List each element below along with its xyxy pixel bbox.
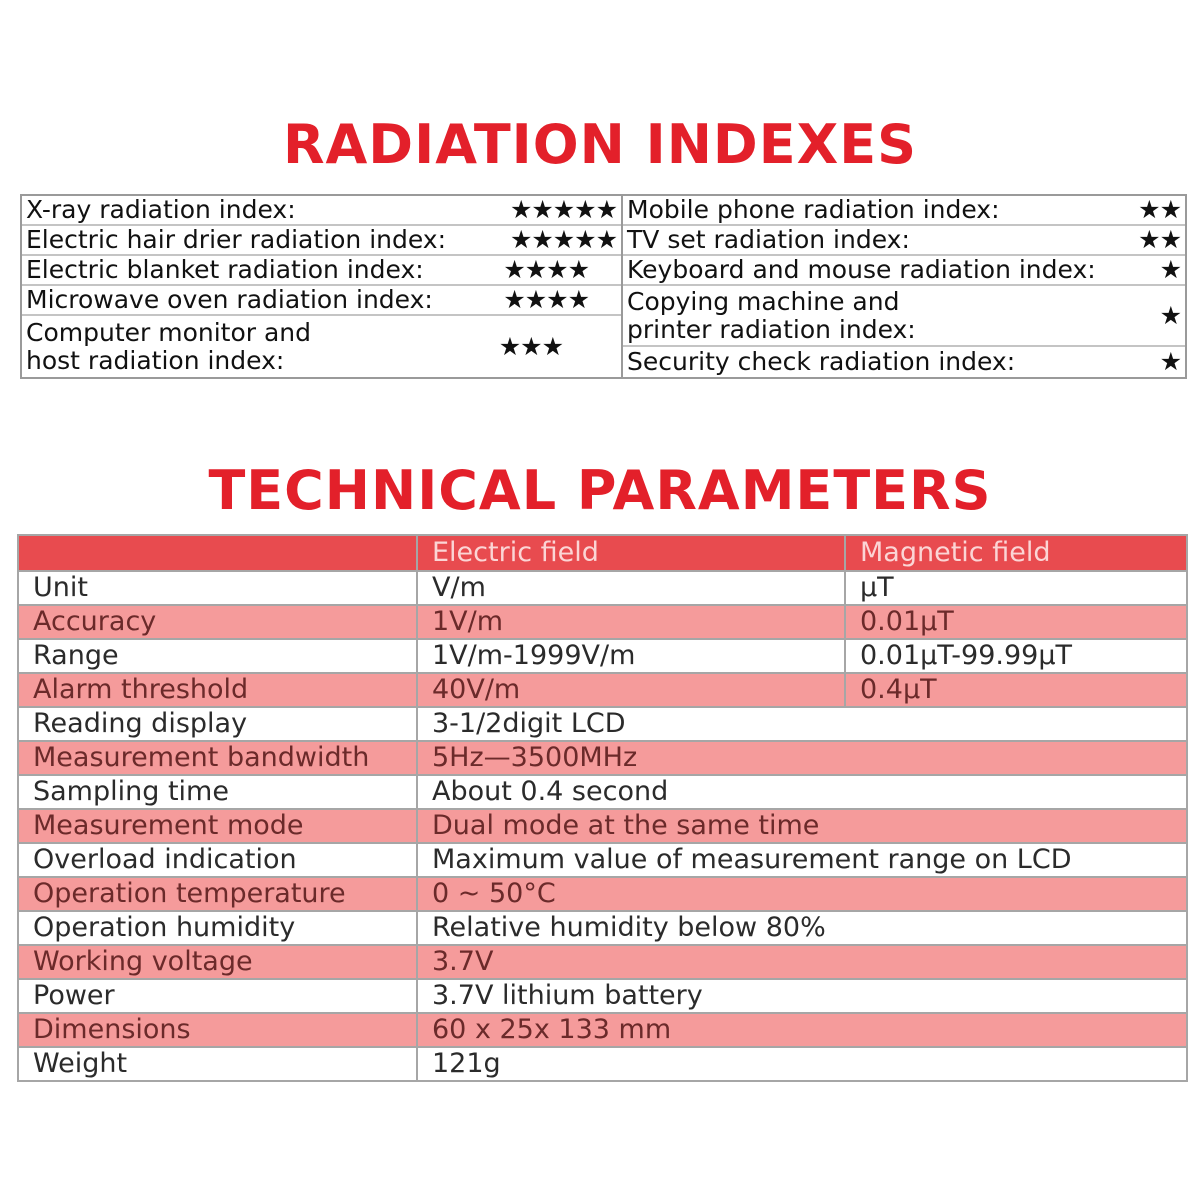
radiation-table-left xyxy=(20,194,623,379)
parameter-name: Operation temperature xyxy=(18,877,417,911)
electric-value: V/m xyxy=(417,571,845,605)
magnetic-value: 0.01μT-99.99μT xyxy=(845,639,1187,673)
technical-parameters-title: TECHNICAL PARAMETERS xyxy=(208,459,992,522)
technical-parameters-table xyxy=(17,534,1188,1082)
parameter-name: Measurement mode xyxy=(18,809,417,843)
electric-value: 40V/m xyxy=(417,673,845,707)
rating-stars-icon: ★★★★★ xyxy=(509,225,617,254)
table-row xyxy=(18,775,1187,809)
radiation-label: Copying machine and printer radiation index: xyxy=(627,286,916,344)
parameter-value: Maximum value of measurement range on LCD xyxy=(417,843,1187,877)
parameter-value: 3.7V lithium battery xyxy=(417,979,1187,1013)
electric-value: 1V/m-1999V/m xyxy=(417,639,845,673)
parameter-name: Unit xyxy=(18,571,417,605)
table-row xyxy=(18,1013,1187,1047)
radiation-indexes-title: RADIATION INDEXES xyxy=(282,113,918,176)
table-row xyxy=(18,911,1187,945)
table-row xyxy=(18,877,1187,911)
table-row xyxy=(18,945,1187,979)
radiation-row xyxy=(22,316,621,377)
magnetic-value: μT xyxy=(845,571,1187,605)
radiation-row xyxy=(623,286,1185,347)
rating-stars-icon: ★ xyxy=(1159,347,1181,376)
radiation-label: X-ray radiation index: xyxy=(26,195,296,224)
parameter-value: 60 x 25x 133 mm xyxy=(417,1013,1187,1047)
table-row xyxy=(18,741,1187,775)
parameter-name: Power xyxy=(18,979,417,1013)
parameter-value: 0 ~ 50°C xyxy=(417,877,1187,911)
parameter-value: 5Hz—3500MHz xyxy=(417,741,1187,775)
parameter-name: Operation humidity xyxy=(18,911,417,945)
parameter-name: Dimensions xyxy=(18,1013,417,1047)
parameter-value: 3-1/2digit LCD xyxy=(417,707,1187,741)
parameter-name: Weight xyxy=(18,1047,417,1081)
table-row xyxy=(18,707,1187,741)
electric-value: 1V/m xyxy=(417,605,845,639)
table-row xyxy=(18,605,1187,639)
parameter-name: Working voltage xyxy=(18,945,417,979)
table-row xyxy=(18,1047,1187,1081)
parameter-value: Dual mode at the same time xyxy=(417,809,1187,843)
table-row xyxy=(18,843,1187,877)
parameter-name: Alarm threshold xyxy=(18,673,417,707)
table-row xyxy=(18,979,1187,1013)
radiation-label: Microwave oven radiation index: xyxy=(26,285,433,314)
parameter-value: 121g xyxy=(417,1047,1187,1081)
parameter-value: 3.7V xyxy=(417,945,1187,979)
table-row xyxy=(18,571,1187,605)
parameter-name: Reading display xyxy=(18,707,417,741)
radiation-label: Computer monitor and host radiation index: xyxy=(26,317,312,375)
rating-stars-icon: ★★ xyxy=(1138,195,1181,224)
radiation-row xyxy=(623,256,1185,286)
radiation-label: TV set radiation index: xyxy=(627,225,910,254)
radiation-row xyxy=(22,226,621,256)
radiation-row xyxy=(623,226,1185,256)
magnetic-value: 0.01μT xyxy=(845,605,1187,639)
rating-stars-icon: ★★★ xyxy=(498,331,563,361)
radiation-label: Keyboard and mouse radiation index: xyxy=(627,255,1096,284)
radiation-table-right xyxy=(623,194,1187,379)
table-row xyxy=(18,809,1187,843)
radiation-label: Electric blanket radiation index: xyxy=(26,255,424,284)
rating-stars-icon: ★ xyxy=(1159,255,1181,284)
rating-stars-icon: ★★ xyxy=(1138,225,1181,254)
radiation-row xyxy=(22,256,621,286)
rating-stars-icon: ★★★★ xyxy=(503,285,589,314)
header-cell-parameter xyxy=(18,535,417,571)
rating-stars-icon: ★★★★★ xyxy=(509,195,617,224)
parameter-name: Sampling time xyxy=(18,775,417,809)
radiation-label: Security check radiation index: xyxy=(627,347,1016,376)
radiation-row xyxy=(623,196,1185,226)
table-header-row xyxy=(18,535,1187,571)
table-row xyxy=(18,639,1187,673)
magnetic-value: 0.4μT xyxy=(845,673,1187,707)
table-row xyxy=(18,673,1187,707)
rating-stars-icon: ★ xyxy=(1159,300,1181,330)
header-cell-electric: Electric field xyxy=(417,535,845,571)
parameter-name: Overload indication xyxy=(18,843,417,877)
radiation-row xyxy=(22,286,621,316)
parameter-name: Measurement bandwidth xyxy=(18,741,417,775)
header-cell-magnetic: Magnetic field xyxy=(845,535,1187,571)
radiation-row xyxy=(623,347,1185,377)
radiation-row xyxy=(22,196,621,226)
parameter-value: Relative humidity below 80% xyxy=(417,911,1187,945)
rating-stars-icon: ★★★★ xyxy=(503,255,589,284)
radiation-label: Mobile phone radiation index: xyxy=(627,195,1000,224)
parameter-name: Range xyxy=(18,639,417,673)
radiation-label: Electric hair drier radiation index: xyxy=(26,225,447,254)
parameter-name: Accuracy xyxy=(18,605,417,639)
parameter-value: About 0.4 second xyxy=(417,775,1187,809)
